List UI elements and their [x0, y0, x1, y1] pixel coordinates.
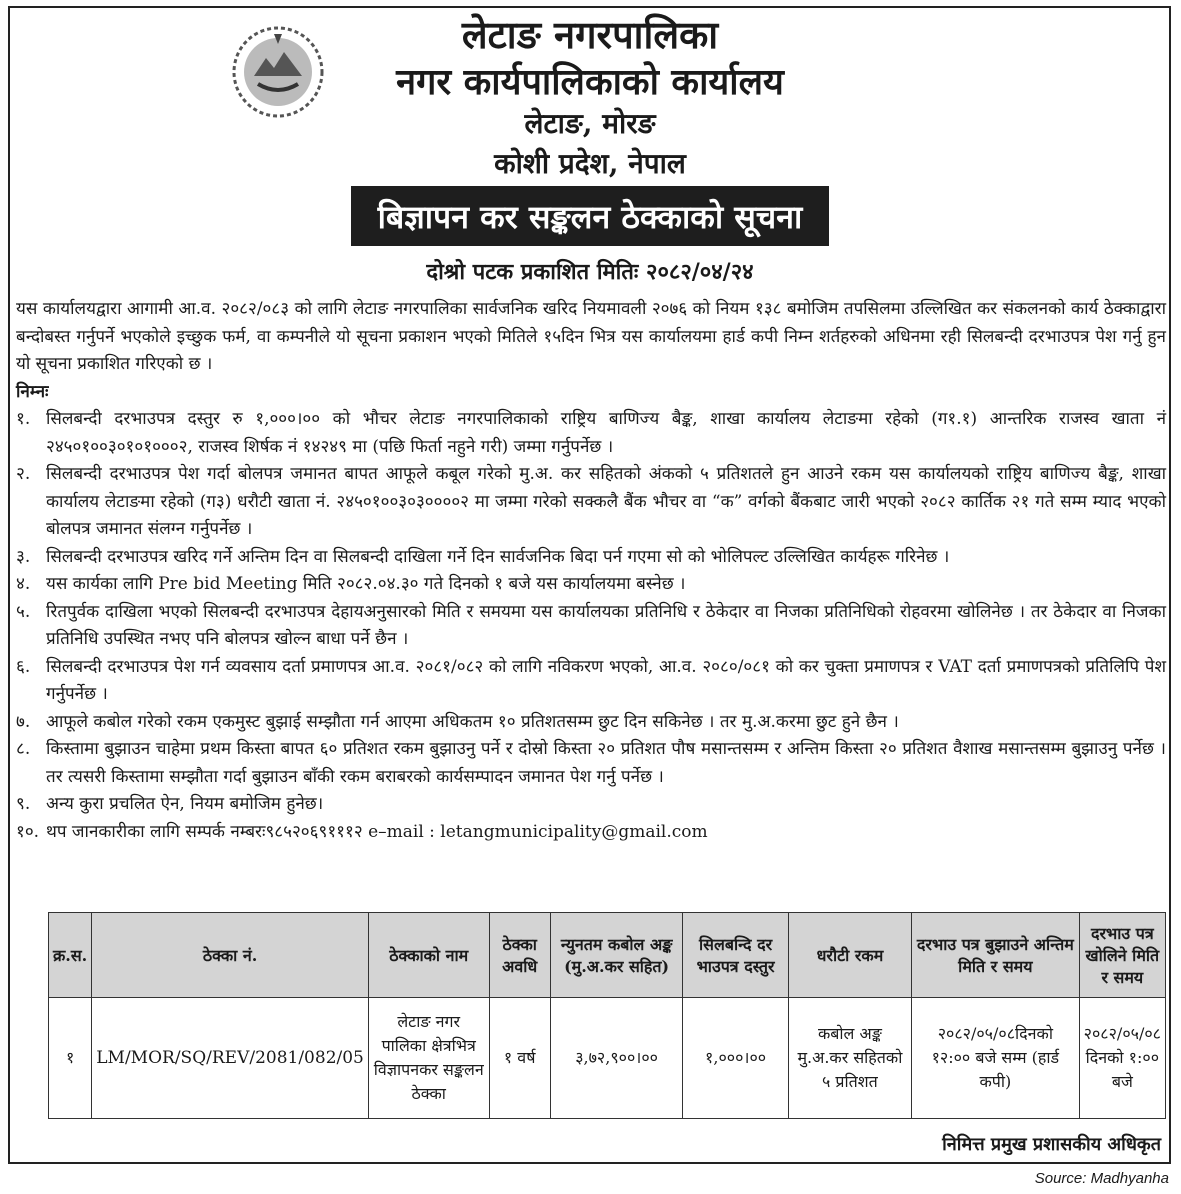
condition-item	[16, 819, 1166, 847]
condition-item	[16, 544, 1166, 572]
table-cell: LM/MOR/SQ/REV/2081/082/05	[92, 998, 369, 1119]
table-cell: १ वर्ष	[489, 998, 550, 1119]
column-header: ठेक्का अवधि	[489, 913, 550, 998]
condition-item	[16, 654, 1166, 709]
intro-paragraph: यस कार्यालयद्वारा आगामी आ.व. २०८२/०८३ को लागि लेटाङ नगरपालिका सार्वजनिक खरिद नियमावली २०७६ को नियम १३८ बमोजिम तपसिलमा उल्लिखित कर संकलनको कार्य ठेक्काद्वारा बन्दोबस्त गर्नुपर्ने भएकोले इच्छुक फर्म, वा कम्पनीले यो सूचना प्रकाशन भएको मितिले १५दिन भित्र यस कार्यालयमा हार्ड कपी निम्न शर्तहरुको अधिनमा रही सिलबन्दी दरभाउपत्र पेश गर्नु हुन यो सूचना प्रकाशित गरिएको छ ।	[16, 299, 1166, 374]
condition-text: आफूले कबोल गरेको रकम एकमुस्ट बुझाई सम्झौता गर्न आएमा अधिकतम १० प्रतिशतसम्म छुट दिन सकिनेछ । तर मु.अ.करमा छुट हुने छैन ।	[46, 711, 899, 732]
table-header-row	[49, 913, 1166, 998]
condition-number: ४.	[16, 574, 31, 594]
conditions-heading: निम्नः	[16, 381, 49, 402]
condition-text: थप जानकारीका लागि सम्पर्क नम्बरः९८५२०६९१११२ e–mail : letangmunicipality@gmail.com	[46, 821, 708, 842]
table-cell: २०८२/०५/०८ दिनको १:०० बजे	[1079, 998, 1165, 1119]
condition-text: सिलबन्दी दरभाउपत्र पेश गर्न व्यवसाय दर्ता प्रमाणपत्र आ.व. २०८१/०८२ को लागि नविकरण भएको, आ.व. २०८०/०८१ को कर चुक्ता प्रमाणपत्र र VAT दर्ता प्रमाणपत्रको प्रतिलिपि पेश गर्नुपर्नेछ ।	[46, 656, 1166, 704]
condition-item	[16, 736, 1166, 791]
table-cell: २०८२/०५/०८दिनको १२:०० बजे सम्म (हार्ड कपी)	[912, 998, 1080, 1119]
condition-text: सिलबन्दी दरभाउपत्र खरिद गर्ने अन्तिम दिन वा सिलबन्दी दाखिला गर्ने दिन सार्वजनिक बिदा पर्न गएमा सो को भोलिपल्ट उल्लिखित कार्यहरू गरिनेछ ।	[46, 546, 950, 567]
notice-body	[16, 296, 1166, 846]
condition-number: ९.	[16, 794, 31, 814]
condition-item	[16, 571, 1166, 599]
table-cell: ३,७२,९००।००	[550, 998, 683, 1119]
table-cell: लेटाङ नगर पालिका क्षेत्रभित्र विज्ञापनकर सङ्कलन ठेक्का	[368, 998, 489, 1119]
office-name: नगर कार्यपालिकाको कार्यालय	[396, 61, 784, 103]
condition-number: ७.	[16, 711, 31, 732]
column-header: न्युनतम कबोल अङ्क (मु.अ.कर सहित)	[550, 913, 683, 998]
condition-number: २.	[16, 464, 31, 484]
office-location: लेटाङ, मोरङ	[524, 107, 656, 140]
condition-item	[16, 791, 1166, 819]
tender-table	[48, 912, 1166, 1119]
condition-number: १.	[16, 409, 31, 429]
condition-number: ८.	[16, 739, 31, 759]
condition-text: सिलबन्दी दरभाउपत्र पेश गर्दा बोलपत्र जमानत बापत आफूले कबूल गरेको मु.अ. कर सहितको अंकको ५ प्रतिशतले हुन आउने रकम यस कार्यालयको राष्ट्रिय बाणिज्य बैङ्क, शाखा कार्यालय लेटाङमा रहेको (ग३) धरौटी खाता नं. २४५०१००३०३००००२ मा जम्मा गरेको सक्कलै बैंक भौचर वा “क” वर्गको बैंकबाट जारी भएको २०८२ कार्तिक २१ गते सम्म म्याद भएको बोलपत्र जमानत संलग्न गर्नुपर्नेछ ।	[46, 464, 1166, 539]
condition-item	[16, 461, 1166, 544]
province-country: कोशी प्रदेश, नेपाल	[494, 147, 686, 180]
condition-number: ६.	[16, 656, 31, 677]
notice-title: बिज्ञापन कर सङ्कलन ठेक्काको सूचना	[351, 186, 829, 246]
signatory-title: निमित्त प्रमुख प्रशासकीय अधिकृत	[942, 1134, 1161, 1155]
condition-text: किस्तामा बुझाउन चाहेमा प्रथम किस्ता बापत ६० प्रतिशत रकम बुझाउनु पर्ने र दोस्रो किस्ता २० प्रतिशत पौष मसान्तसम्म र अन्तिम किस्ता २० प्रतिशत वैशाख मसान्तसम्म बुझाउनु पर्नेछ । तर त्यसरी किस्तामा सम्झौता गर्दा बुझाउन बाँकी रकम बराबरको कार्यसम्पादन जमानत पेश गर्नु पर्नेछ ।	[46, 739, 1166, 787]
column-header: दरभाउ पत्र खोलिने मिति र समय	[1079, 913, 1165, 998]
column-header: ठेक्काको नाम	[368, 913, 489, 998]
table-row	[49, 998, 1166, 1119]
condition-text: सिलबन्दी दरभाउपत्र दस्तुर रु १,०००।०० को भौचर लेटाङ नगरपालिकाको राष्ट्रिय बाणिज्य बैङ्क, शाखा कार्यालय लेटाङमा रहेको (ग१.१) आन्तरिक राजस्व खाता नं २४५०१००३०१०१०००२, राजस्व शिर्षक नं १४२४९ मा (पछि फिर्ता नहुने गरी) जम्मा गर्नुपर्नेछ ।	[46, 409, 1166, 457]
condition-number: १०.	[16, 821, 40, 842]
condition-item	[16, 599, 1166, 654]
condition-text: रितपुर्वक दाखिला भएको सिलबन्दी दरभाउपत्र देहायअनुसारको मिति र समयमा यस कार्यालयका प्रतिनिधि र ठेकेदार वा निजका प्रतिनिधिको रोहवरमा खोलिनेछ । तर ठेकेदार वा निजका प्रतिनिधि उपस्थित नभए पनि बोलपत्र खोल्न बाधा पर्ने छैन ।	[46, 601, 1166, 649]
table-cell: १,०००।००	[683, 998, 788, 1119]
table-cell: कबोल अङ्क मु.अ.कर सहितको ५ प्रतिशत	[788, 998, 911, 1119]
condition-item	[16, 406, 1166, 461]
column-header: दरभाउ पत्र बुझाउने अन्तिम मिति र समय	[912, 913, 1080, 998]
condition-number: ३.	[16, 546, 31, 567]
column-header: ठेक्का नं.	[92, 913, 369, 998]
column-header: क्र.स.	[49, 913, 92, 998]
column-header: सिलबन्दि दर भाउपत्र दस्तुर	[683, 913, 788, 998]
condition-item	[16, 709, 1166, 737]
municipality-name: लेटाङ नगरपालिका	[461, 12, 719, 57]
column-header: धरौटी रकम	[788, 913, 911, 998]
publication-date: दोश्रो पटक प्रकाशित मितिः २०८२/०४/२४	[426, 259, 754, 285]
source-credit: Source: Madhyanha	[1034, 1170, 1169, 1187]
condition-text: अन्य कुरा प्रचलित ऐन, नियम बमोजिम हुनेछ।	[46, 794, 324, 814]
condition-number: ५.	[16, 601, 31, 622]
table-cell: १	[49, 998, 92, 1119]
condition-text: यस कार्यका लागि Pre bid Meeting मिति २०८२.०४.३० गते दिनको १ बजे यस कार्यालयमा बस्नेछ ।	[46, 574, 686, 594]
